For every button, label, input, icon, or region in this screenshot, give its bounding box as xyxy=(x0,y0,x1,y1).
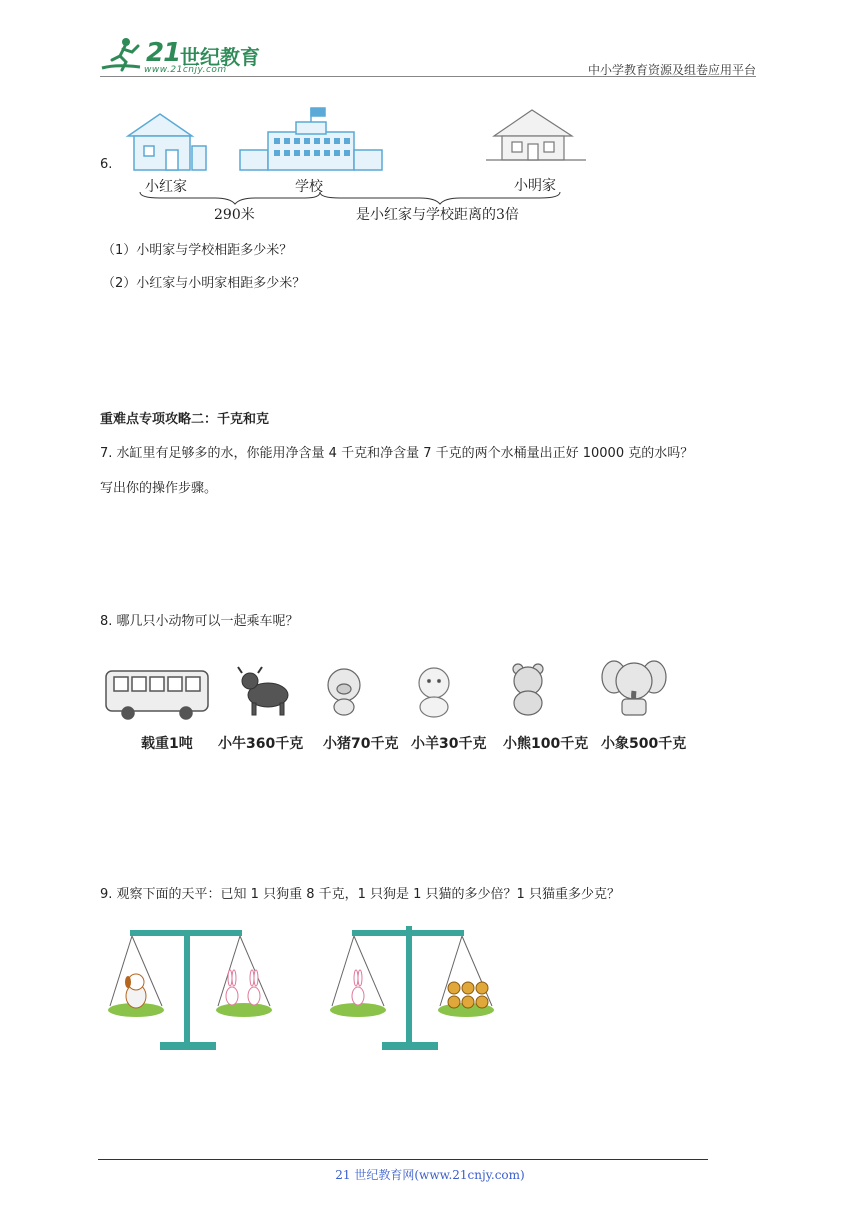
label-bear: 小熊100千克 xyxy=(503,736,589,752)
school-icon xyxy=(240,108,382,170)
q9-balances-illustration xyxy=(100,920,520,1060)
rabbit-icon xyxy=(352,970,364,1005)
footer-text: 21 世纪教育网(www.21cnjy.com) xyxy=(335,1168,525,1182)
label-calf: 小牛360千克 xyxy=(218,736,304,752)
q6-sub1: （1）小明家与学校相距多少米？ xyxy=(102,243,293,258)
section-title: 重难点专项攻略二：千克和克 xyxy=(100,412,270,427)
header-platform-text: 中小学教育资源及组卷应用平台 xyxy=(587,63,756,77)
q8-animals-illustration xyxy=(104,655,694,721)
q8-question: 8. 哪几只小动物可以一起乘车呢？ xyxy=(100,614,299,629)
q6-number: 6. xyxy=(100,157,113,172)
label-piglet: 小猪70千克 xyxy=(323,736,399,752)
pig-icon xyxy=(328,669,360,715)
q9-question: 9. 观察下面的天平：已知 1 只狗重 8 千克，1 只狗是 1 只猫的多少倍？1 只猫重多少克？ xyxy=(100,887,620,902)
q6-brace-lines xyxy=(120,190,590,206)
q6-buildings-illustration xyxy=(120,106,590,176)
house-icon xyxy=(486,110,586,160)
label-distance-290: 290米 xyxy=(214,207,255,223)
cow-icon xyxy=(238,667,288,715)
bus-icon xyxy=(106,671,208,719)
footer-divider xyxy=(98,1159,708,1160)
dog-icon xyxy=(125,974,146,1008)
bear-icon xyxy=(513,664,543,715)
rabbit-icon xyxy=(226,970,260,1005)
q7-text-line1: 7. 水缸里有足够多的水，你能用净含量 4 千克和净含量 7 千克的两个水桶量出正好 10000 克的水吗？ xyxy=(100,446,694,461)
label-school: 学校 xyxy=(295,179,323,195)
sheep-icon xyxy=(419,668,449,717)
header-divider xyxy=(100,76,756,77)
label-elephant: 小象500千克 xyxy=(601,736,687,752)
logo-number: 21 xyxy=(146,38,181,68)
label-xiaoming-home: 小明家 xyxy=(514,178,556,194)
label-lamb: 小羊30千克 xyxy=(411,736,487,752)
q7-text-line2: 写出你的操作步骤。 xyxy=(100,481,218,496)
q6-sub2: （2）小红家与小明家相距多少米？ xyxy=(102,276,306,291)
balance-scale-icon xyxy=(330,926,494,1050)
label-three-times: 是小红家与学校距离的3倍 xyxy=(356,207,519,223)
label-bus-capacity: 载重1吨 xyxy=(141,736,193,752)
balance-scale-icon xyxy=(108,930,272,1050)
elephant-icon xyxy=(602,661,666,715)
logo-text: 世纪教育 xyxy=(180,45,260,69)
house-icon xyxy=(128,114,206,170)
label-xiaohong-home: 小红家 xyxy=(145,179,187,195)
logo-url: www.21cnjy.com xyxy=(144,65,227,75)
cat-group-icon xyxy=(448,982,488,1008)
